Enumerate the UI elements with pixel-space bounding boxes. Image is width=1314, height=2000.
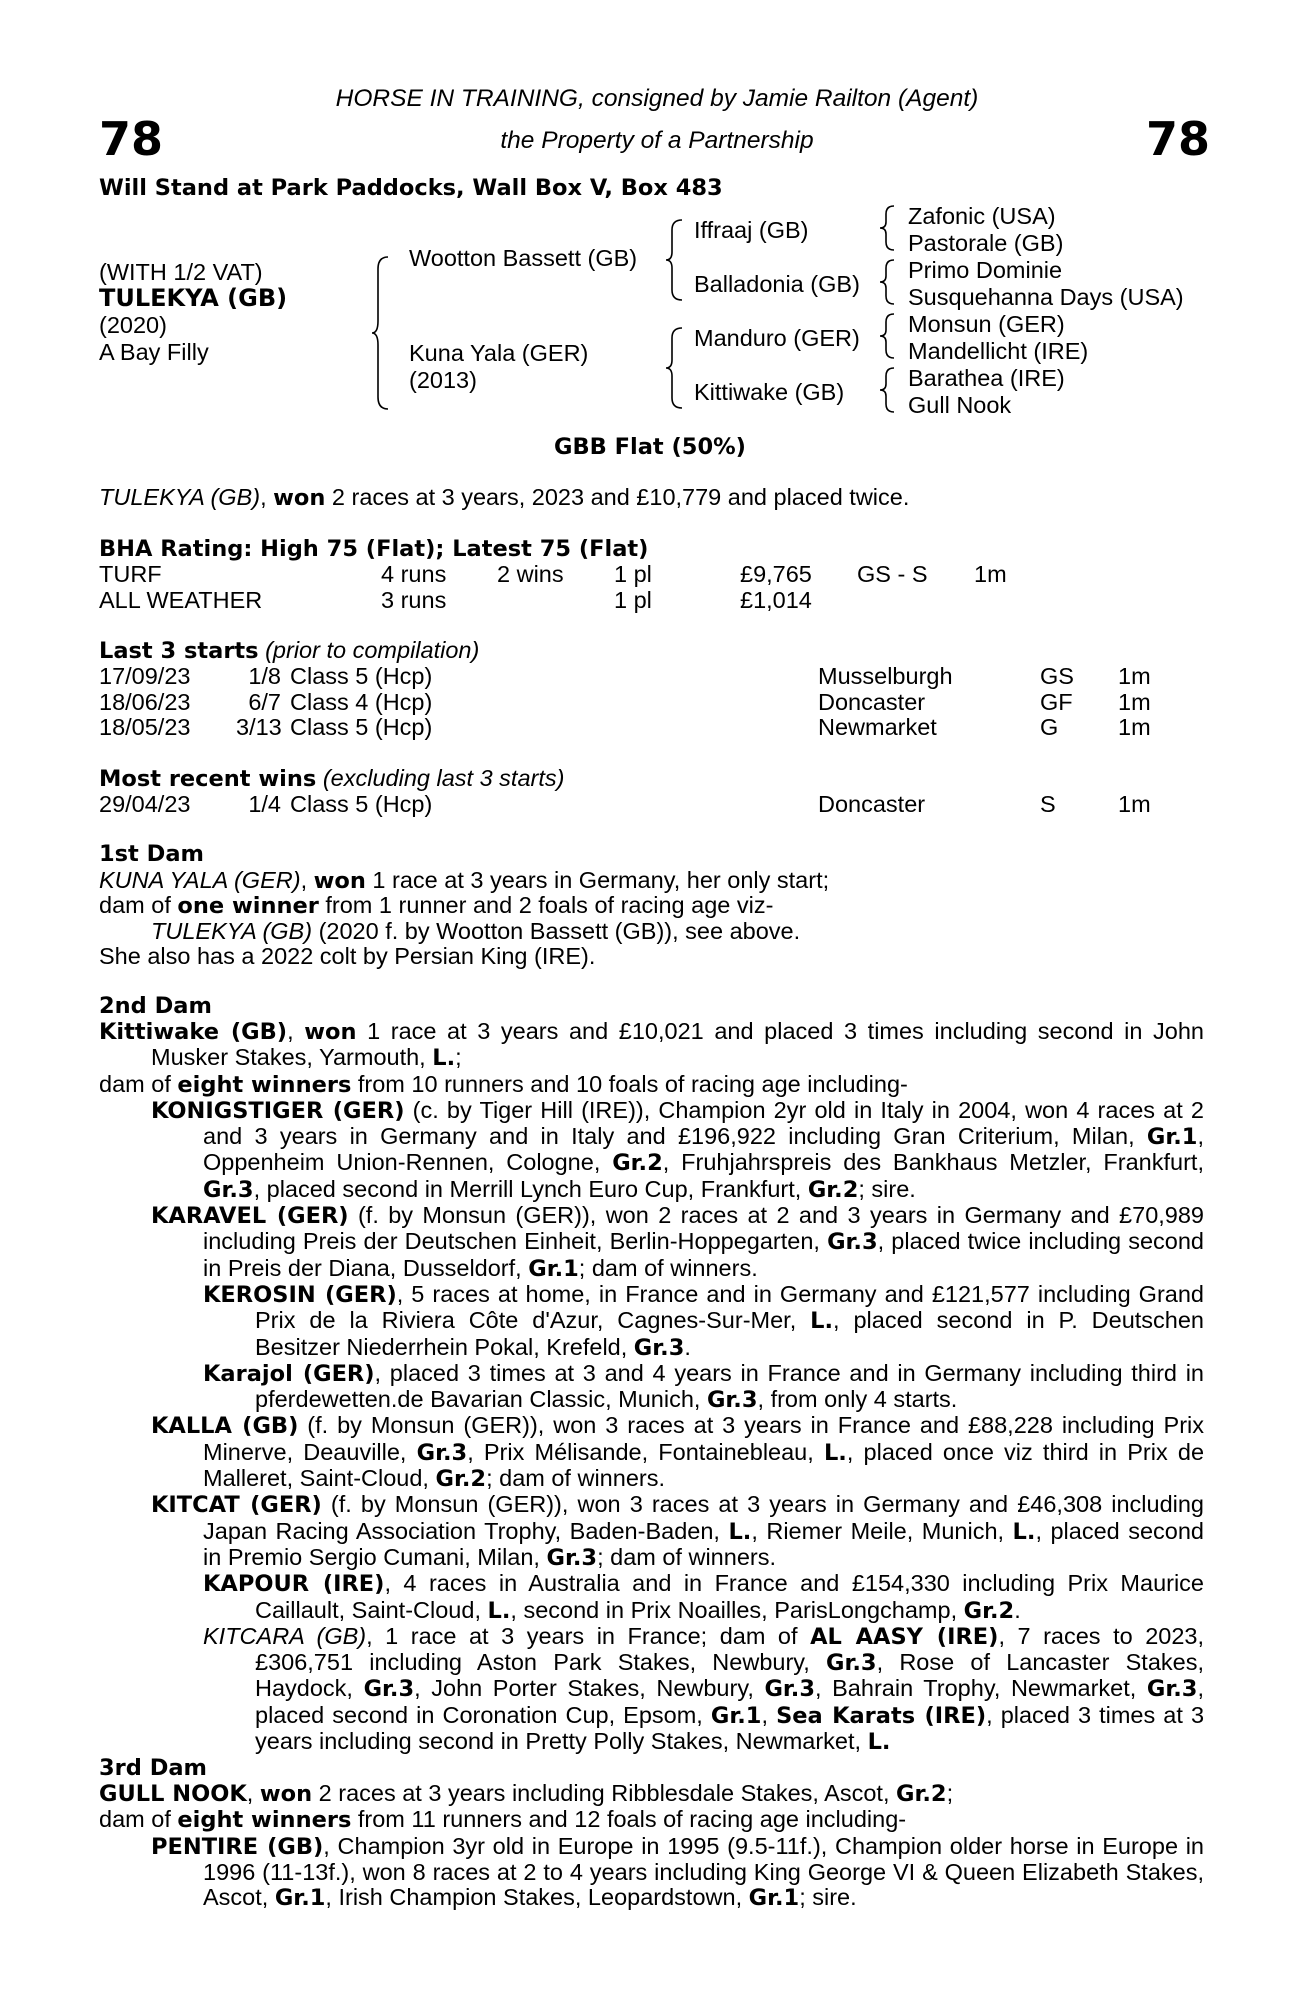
pedigree-sdd: Susquehanna Days (USA) <box>908 284 1184 310</box>
race-pos: 1/4 <box>248 791 281 817</box>
race-going: GS <box>1040 663 1074 689</box>
race-date: 29/04/23 <box>99 791 191 817</box>
dam3-body <box>99 1781 1204 1911</box>
rating-aw-runs: 3 runs <box>381 587 447 613</box>
dam1-line4: She also has a 2022 colt by Persian King (IRE). <box>99 943 596 969</box>
race-date: 17/09/23 <box>99 663 191 689</box>
race-going: S <box>1040 791 1056 817</box>
pedigree-sire-dam: Balladonia (GB) <box>694 271 860 297</box>
pedigree-brace-main <box>372 255 392 411</box>
race-dist: 1m <box>1118 714 1151 740</box>
pedigree-brace-dam <box>666 326 686 410</box>
rating-turf-dist: 1m <box>974 561 1007 587</box>
race-course: Doncaster <box>818 791 926 817</box>
dam2-para-damof: dam of eight winners from 10 runners and 10 foals of racing age including- <box>99 1070 908 1098</box>
rating-aw-pl: 1 pl <box>614 587 652 613</box>
dam2-para-kalla: KALLA (GB) (f. by Monsun (GER)), won 3 races at 3 years in France and £88,228 including Prix Minerve, Deauville, Gr.3, Prix Mélisande, Fontainebleau, L., placed once viz third in Prix de Malleret, Saint-Cloud, Gr.2; dam of winners. <box>151 1412 1205 1493</box>
race-course: Musselburgh <box>818 663 953 689</box>
race-dist: 1m <box>1118 688 1151 715</box>
dam3-title: 3rd Dam <box>99 1755 207 1781</box>
race-course: Doncaster <box>818 688 926 715</box>
pedigree-brace-ss <box>880 204 898 252</box>
dam2-para-kapour: KAPOUR (IRE), 4 races in Australia and in France and £154,330 including Prix Maurice Caillault, Saint-Cloud, L., second in Prix Noailles, ParisLongchamp, Gr.2. <box>203 1570 1204 1624</box>
dam3-para-damof: dam of eight winners from 11 runners and 12 foals of racing age including- <box>99 1806 907 1834</box>
dam2-para-kittiwake: Kittiwake (GB), won 1 race at 3 years and £10,021 and placed 3 times including second in John Musker Stakes, Yarmouth, L.; <box>99 1018 1205 1072</box>
race-summary: TULEKYA (GB), won 2 races at 3 years, 2023 and £10,779 and placed twice. <box>99 484 910 511</box>
pedigree-dds: Barathea (IRE) <box>908 365 1065 391</box>
pedigree-dam: Kuna Yala (GER) <box>409 340 589 366</box>
dam2-para-kitcara: KITCARA (GB), 1 race at 3 years in France; dam of AL AASY (IRE), 7 races to 2023, £306,751 including Aston Park Stakes, Newbury, Gr.3, Rose of Lancaster Stakes, Haydock, Gr.3, John Porter Stakes, Newbury, Gr.3, Bahrain Trophy, Newmarket, Gr.3, placed second in Coronation Cup, Epsom, Gr.1, Sea Karats (IRE), placed 3 times at 3 years including second in Pretty Polly Stakes, Newmarket, L. <box>203 1622 1205 1756</box>
stabling-line: Will Stand at Park Paddocks, Wall Box V, Box 483 <box>99 175 723 201</box>
consignor-line: HORSE IN TRAINING, consigned by Jamie Railton (Agent) <box>335 85 979 112</box>
race-pos: 1/8 <box>248 663 281 689</box>
pedigree-brace-sd <box>880 258 898 306</box>
pedigree-dam-sire: Manduro (GER) <box>694 325 860 351</box>
race-going: G <box>1040 714 1059 740</box>
pedigree-dsd: Mandellicht (IRE) <box>908 338 1089 364</box>
rating-aw-label: ALL WEATHER <box>99 587 263 613</box>
pedigree-sire-sire: Iffraaj (GB) <box>694 217 809 243</box>
recent-title: Most recent wins (excluding last 3 starts) <box>99 765 565 792</box>
dam1-line3: TULEKYA (GB) (2020 f. by Wootton Bassett (GB)), see above. <box>151 918 801 944</box>
pedigree-sss: Zafonic (USA) <box>908 203 1056 229</box>
pedigree-brace-sire <box>666 218 686 302</box>
race-cls: Class 4 (Hcp) <box>290 688 433 715</box>
pedigree-ddd: Gull Nook <box>908 392 1012 418</box>
rating-title: BHA Rating: High 75 (Flat); Latest 75 (Flat) <box>99 536 649 562</box>
rating-turf-money: £9,765 <box>740 561 812 587</box>
rating-turf-going: GS - S <box>857 561 928 587</box>
property-line: the Property of a Partnership <box>500 127 814 154</box>
dam1-line2: dam of one winner from 1 runner and 2 foals of racing age viz- <box>99 892 774 919</box>
dam2-para-kitcat: KITCAT (GER) (f. by Monsun (GER)), won 3 races at 3 years in Germany and £46,308 including Japan Racing Association Trophy, Baden-Baden, L., Riemer Meile, Munich, L., placed second in Premio Sergio Cumani, Milan, Gr.3; dam of winners. <box>151 1491 1205 1571</box>
pedigree-sire: Wootton Bassett (GB) <box>409 245 638 271</box>
horse-description: A Bay Filly <box>99 339 209 365</box>
race-dist: 1m <box>1118 663 1151 689</box>
pedigree-dam-year: (2013) <box>409 367 477 393</box>
vat-note: (WITH 1/2 VAT) <box>99 259 263 285</box>
dam2-para-kerosin: KEROSIN (GER), 5 races at home, in France and in Germany and £121,577 including Grand Prix de la Riviera Côte d'Azur, Cagnes-Sur-Mer, L., placed second in P. Deutschen Besitzer Niederrhein Pokal, Krefeld, Gr.3. <box>203 1280 1204 1361</box>
race-course: Newmarket <box>818 714 937 740</box>
dam3-para-pentire: PENTIRE (GB), Champion 3yr old in Europe in 1995 (9.5-11f.), Champion older horse in Europe in 1996 (11-13f.), won 8 races at 2 to 4 years including King George VI & Queen Elizabeth Stakes, Ascot, Gr.1, Irish Champion Stakes, Leopardstown, Gr.1; sire. <box>151 1832 1204 1912</box>
pedigree-sds: Primo Dominie <box>908 257 1063 283</box>
dam2-title: 2nd Dam <box>99 993 212 1019</box>
race-cls: Class 5 (Hcp) <box>290 663 433 689</box>
race-cls: Class 5 (Hcp) <box>290 791 433 817</box>
dam1-line1: KUNA YALA (GER), won 1 race at 3 years in Germany, her only start; <box>99 867 830 894</box>
horse-name: TULEKYA (GB) <box>99 284 288 312</box>
lot-number-left: 78 <box>99 112 164 166</box>
rating-turf-label: TURF <box>99 561 162 587</box>
race-dist: 1m <box>1118 791 1151 817</box>
lot-number-right: 78 <box>1146 112 1211 166</box>
race-pos: 3/13 <box>236 714 282 740</box>
race-pos: 6/7 <box>248 688 281 715</box>
last3-title: Last 3 starts (prior to compilation) <box>99 637 480 664</box>
dam1-title: 1st Dam <box>99 841 204 867</box>
dam2-body <box>99 1019 1204 1755</box>
rating-aw-money: £1,014 <box>740 587 812 613</box>
pedigree-dss: Monsun (GER) <box>908 311 1065 337</box>
pedigree-dam-dam: Kittiwake (GB) <box>694 379 845 405</box>
rating-turf-wins: 2 wins <box>497 561 564 587</box>
gbb-label: GBB Flat (50%) <box>554 434 746 460</box>
dam3-para-gullnook: GULL NOOK, won 2 races at 3 years including Ribblesdale Stakes, Ascot, Gr.2; <box>99 1780 954 1807</box>
pedigree-brace-dd <box>880 366 898 414</box>
pedigree-brace-ds <box>880 312 898 360</box>
dam2-para-karajol: Karajol (GER), placed 3 times at 3 and 4 years in France and in Germany including third in pferdewetten.de Bavarian Classic, Munich, Gr.3, from only 4 starts. <box>203 1359 1204 1414</box>
race-date: 18/06/23 <box>99 688 191 715</box>
rating-turf-runs: 4 runs <box>381 561 447 587</box>
race-going: GF <box>1040 688 1073 715</box>
horse-year: (2020) <box>99 312 167 338</box>
race-cls: Class 5 (Hcp) <box>290 714 433 740</box>
pedigree-ssd: Pastorale (GB) <box>908 230 1064 256</box>
rating-turf-pl: 1 pl <box>614 561 652 587</box>
race-date: 18/05/23 <box>99 714 191 740</box>
dam2-para-konigstiger: KONIGSTIGER (GER) (c. by Tiger Hill (IRE)), Champion 2yr old in Italy in 2004, won 4 races at 2 and 3 years in Germany and in Italy and £196,922 including Gran Criterium, Milan, Gr.1, Oppenheim Union-Rennen, Cologne, Gr.2, Fruhjahrspreis des Bankhaus Metzler, Frankfurt, Gr.3, placed second in Merrill Lynch Euro Cup, Frankfurt, Gr.2; sire. <box>151 1096 1204 1203</box>
dam2-para-karavel: KARAVEL (GER) (f. by Monsun (GER)), won 2 races at 2 and 3 years in Germany and £70,989 including Preis der Deutschen Einheit, Berlin-Hoppegarten, Gr.3, placed twice including second in Preis der Diana, Dusseldorf, Gr.1; dam of winners. <box>151 1202 1204 1282</box>
